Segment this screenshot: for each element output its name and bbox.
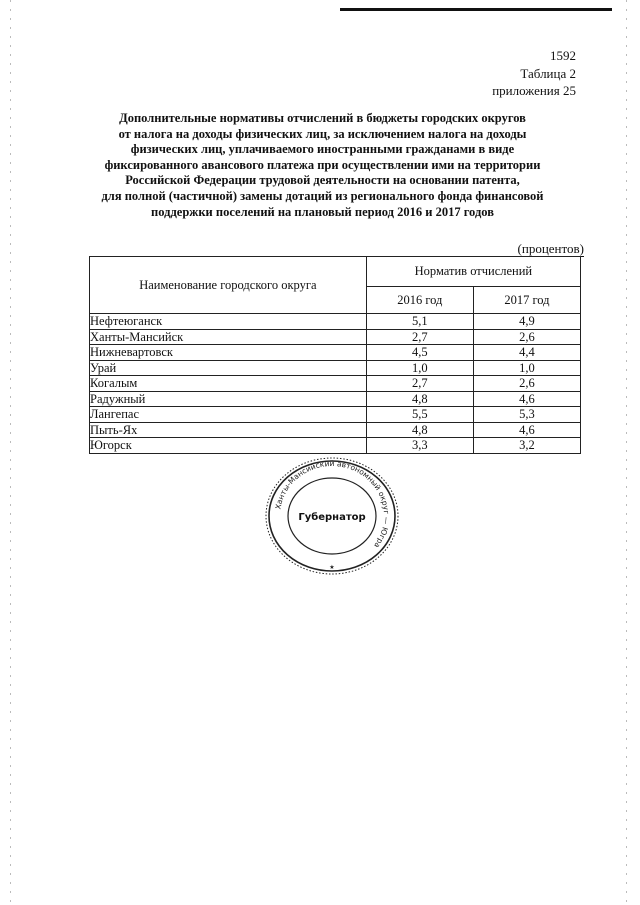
title-line: Российской Федерации трудовой деятельности на основании патента,	[125, 173, 520, 188]
document-title	[70, 111, 575, 220]
table-row	[90, 376, 581, 392]
seal-center-text: Губернатор	[298, 512, 366, 523]
norm-2016-cell: 5,1	[366, 314, 473, 330]
header-year-2017: 2017 год	[473, 287, 580, 314]
table-row	[90, 329, 581, 345]
district-name-cell: Урай	[90, 360, 367, 376]
norm-2016-cell: 4,8	[366, 422, 473, 438]
table-label: Таблица 2	[520, 66, 576, 81]
norm-2017-cell: 4,9	[473, 314, 580, 330]
district-name-cell: Нижневартовск	[90, 345, 367, 361]
table-row	[90, 391, 581, 407]
header-district-name: Наименование городского округа	[90, 257, 367, 314]
table-row	[90, 314, 581, 330]
norm-2017-cell: 4,6	[473, 391, 580, 407]
table-row	[90, 360, 581, 376]
table-row	[90, 422, 581, 438]
norm-2016-cell: 3,3	[366, 438, 473, 454]
title-line: для полной (частичной) замены дотаций из регионального фонда финансовой	[101, 188, 544, 203]
norms-table	[89, 256, 581, 454]
norm-2016-cell: 1,0	[366, 360, 473, 376]
norm-2017-cell: 2,6	[473, 376, 580, 392]
norm-2017-cell: 1,0	[473, 360, 580, 376]
appendix-label: приложения 25	[492, 83, 576, 98]
title-line: Дополнительные нормативы отчислений в бюджеты городских округов	[119, 111, 526, 125]
norm-2017-cell: 4,4	[473, 345, 580, 361]
district-name-cell: Югорск	[90, 438, 367, 454]
left-margin-artifact	[10, 0, 11, 905]
title-line: поддержки поселений на плановый период 2016 и 2017 годов	[151, 204, 494, 219]
table-reference	[492, 65, 576, 99]
norm-2017-cell: 4,6	[473, 422, 580, 438]
table-row	[90, 438, 581, 454]
norm-2016-cell: 4,8	[366, 391, 473, 407]
norm-2017-cell: 5,3	[473, 407, 580, 423]
district-name-cell: Лангепас	[90, 407, 367, 423]
right-margin-artifact	[626, 0, 627, 905]
units-label	[518, 241, 584, 257]
norm-2016-cell: 2,7	[366, 329, 473, 345]
title-line: физических лиц, уплачиваемого иностранными гражданами в виде	[130, 142, 515, 157]
header-norm-group: Норматив отчислений	[366, 257, 580, 287]
table-row	[90, 345, 581, 361]
table-row	[90, 407, 581, 423]
norm-2016-cell: 4,5	[366, 345, 473, 361]
district-name-cell: Пыть-Ях	[90, 422, 367, 438]
header-year-2016: 2016 год	[366, 287, 473, 314]
title-line: фиксированного авансового платежа при осуществлении ими на территории	[104, 157, 541, 172]
norm-2017-cell: 3,2	[473, 438, 580, 454]
title-line: от налога на доходы физических лиц, за исключением налога на доходы	[118, 126, 527, 141]
district-name-cell: Радужный	[90, 391, 367, 407]
units-text: (процентов)	[517, 241, 584, 256]
district-name-cell: Ханты-Мансийск	[90, 329, 367, 345]
official-seal	[262, 454, 402, 578]
district-name-cell: Когалым	[90, 376, 367, 392]
norm-2016-cell: 5,5	[366, 407, 473, 423]
page-number: 1592	[550, 48, 576, 63]
top-rule	[340, 8, 612, 11]
norm-2016-cell: 2,7	[366, 376, 473, 392]
district-name-cell: Нефтеюганск	[90, 314, 367, 330]
table-body	[90, 314, 581, 454]
seal-star-icon: ★	[329, 565, 335, 571]
seal-ring-text: Ханты-Мансийский автономный округ — Югра	[273, 458, 392, 550]
norm-2017-cell: 2,6	[473, 329, 580, 345]
